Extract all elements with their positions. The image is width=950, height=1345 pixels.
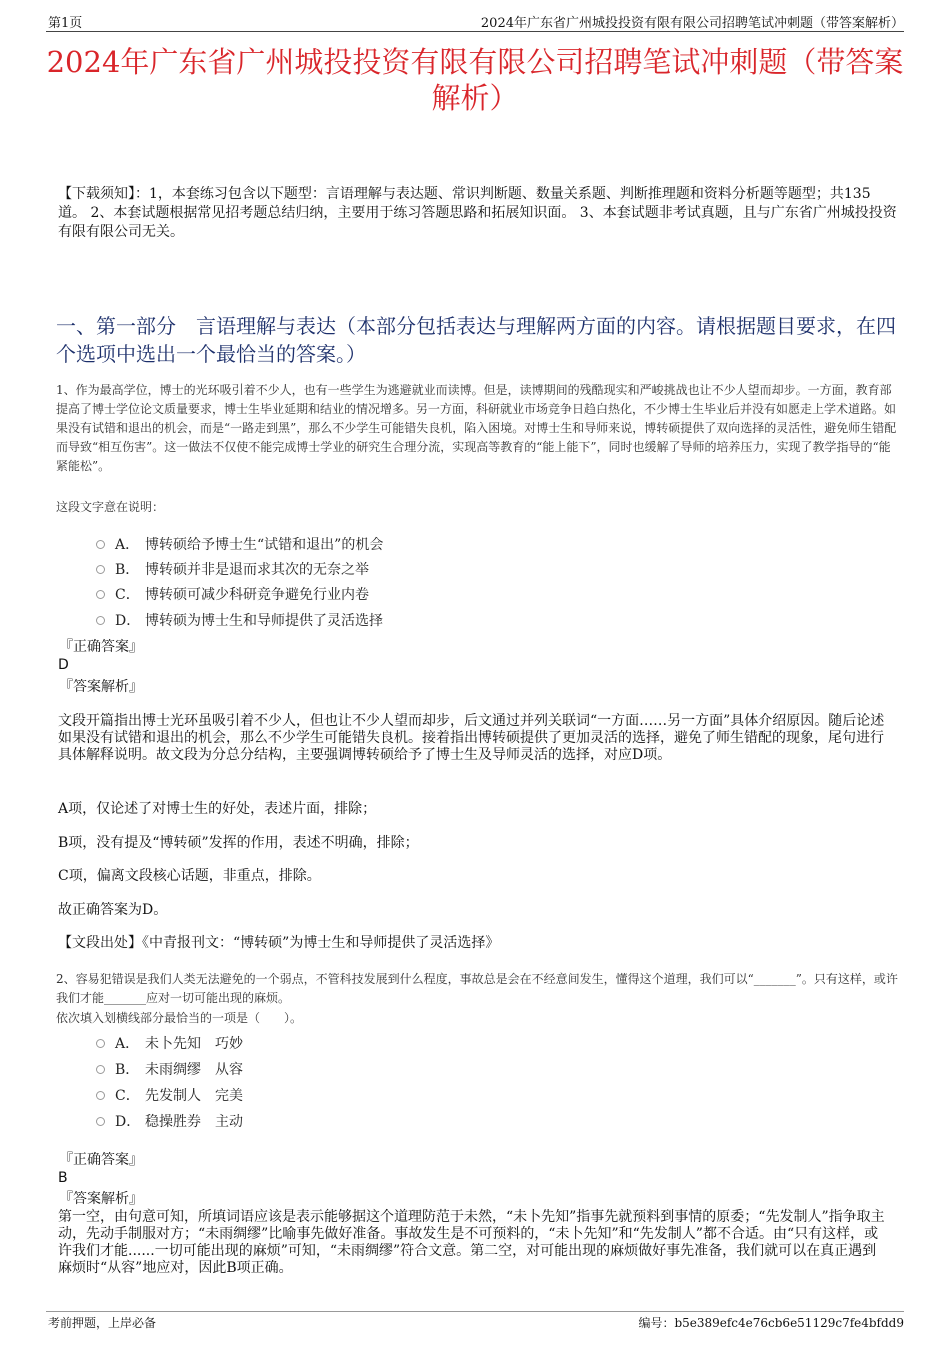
footer-rule xyxy=(46,1311,904,1312)
q1-option-a[interactable]: A． 博转硕给予博士生“试错和退出”的机会 xyxy=(96,534,383,554)
q1-option-b[interactable]: B． 博转硕并非是退而求其次的无奈之举 xyxy=(96,559,369,579)
radio-icon[interactable] xyxy=(96,1039,105,1048)
page-number: 第1页 xyxy=(48,16,83,31)
radio-icon[interactable] xyxy=(96,540,105,549)
footer-slogan: 考前押题，上岸必备 xyxy=(48,1316,157,1330)
q1-answer-label: 『正确答案』 xyxy=(59,639,143,655)
question-2-prompt: 依次填入划横线部分最恰当的一项是（ ）。 xyxy=(56,1011,303,1025)
q1-option-a-note: A项，仅论述了对博士生的好处，表述片面，排除； xyxy=(58,801,377,817)
q2-answer: B xyxy=(58,1170,68,1186)
question-2-stem: 2、容易犯错误是我们人类无法避免的一个弱点，不管科技发展到什么程度，事故总是会在不经意间发生，懂得这个道理，我们可以“_______”。只有这样，或许我们才能_______应对一切可能出现的麻烦。 xyxy=(56,972,898,1005)
q1-option-c-note: C项，偏离文段核心话题，非重点，排除。 xyxy=(58,868,321,884)
q1-analysis: 文段开篇指出博士光环虽吸引着不少人，但也让不少人望而却步，后文通过并列关联词“一方面……另一方面”具体介绍原因。随后论述如果没有试错和退出的机会，那么不少学生可能错失良机。接着指出博转硕提供了更加灵活的选择，避免了师生错配的现象，尾句进行具体解释说明。故文段为分总分结构，主要强调博转硕给予了博士生及导师灵活的选择，对应D项。 xyxy=(58,713,885,763)
header-rule xyxy=(46,31,904,32)
question-1-prompt: 这段文字意在说明： xyxy=(56,500,165,514)
q1-option-c[interactable]: C． 博转硕可减少科研竞争避免行业内卷 xyxy=(96,584,369,604)
radio-icon[interactable] xyxy=(96,1091,105,1100)
radio-icon[interactable] xyxy=(96,590,105,599)
q2-option-d[interactable]: D． 稳操胜券 主动 xyxy=(96,1111,243,1131)
radio-icon[interactable] xyxy=(96,616,105,625)
q1-conclusion: 故正确答案为D。 xyxy=(58,902,168,918)
running-header-title: 2024年广东省广州城投投资有限有限公司招聘笔试冲刺题（带答案解析） xyxy=(480,16,904,31)
question-1-stem: 1、作为最高学位，博士的光环吸引着不少人，也有一些学生为逃避就业而读博。但是，读博期间的残酷现实和严峻挑战也让不少人望而却步。一方面，教育部提高了博士学位论文质量要求，博士生毕业延期和结业的情况增多。另一方面，科研就业市场竞争日趋白热化，不少博士生毕业后并没有如愿走上学术道路。如果没有试错和退出的机会，而是“一路走到黑”，那么不少学生可能错失良机，陷入困境。对博士生和导师来说，博转硕提供了双向选择的灵活性，避免师生错配而导致“相互伤害”。这一做法不仅使不能完成博士学业的研究生合理分流，实现高等教育的“能上能下”，同时也缓解了导师的培养压力，实现了教学指导的“能紧能松”。 xyxy=(56,383,897,473)
q1-source: 【文段出处】《中青报刊文：“博转硕”为博士生和导师提供了灵活选择》 xyxy=(58,935,500,951)
q2-option-a[interactable]: A． 未卜先知 巧妙 xyxy=(96,1033,243,1053)
q1-analysis-label: 『答案解析』 xyxy=(59,679,143,695)
q2-analysis: 第一空，由句意可知，所填词语应该是表示能够据这个道理防范于未然，“未卜先知”指事先就预料到事情的原委；“先发制人”指争取主动，先动手制服对方；“未雨绸缪”比喻事先做好准备。事故发生是不可预料的，“未卜先知”和“先发制人”都不合适。由“只有这样，或许我们才能......一切可能出现的麻烦”可知，“未雨绸缪”符合文意。第二空，对可能出现的麻烦做好事先准备，我们就可以在真正遇到麻烦时“从容”地应对，因此B项正确。 xyxy=(58,1209,885,1276)
q1-answer: D xyxy=(58,657,69,673)
q1-option-d[interactable]: D． 博转硕为博士生和导师提供了灵活选择 xyxy=(96,610,383,630)
document-id: 编号：b5e389efc4e76cb6e51129c7fe4bfdd9 xyxy=(638,1316,904,1330)
q2-answer-label: 『正确答案』 xyxy=(59,1152,143,1168)
document-title: 2024年广东省广州城投投资有限有限公司招聘笔试冲刺题（带答案解析） xyxy=(46,45,904,115)
section-heading: 一、第一部分 言语理解与表达（本部分包括表达与理解两方面的内容。请根据题目要求，在四个选项中选出一个最恰当的答案。） xyxy=(56,314,896,366)
radio-icon[interactable] xyxy=(96,1065,105,1074)
q2-analysis-label: 『答案解析』 xyxy=(59,1191,143,1207)
q2-option-c[interactable]: C． 先发制人 完美 xyxy=(96,1085,243,1105)
download-notice: 【下载须知】：1，本套练习包含以下题型：言语理解与表达题、常识判断题、数量关系题、判断推理题和资料分析题等题型；共135道。 2、本套试题根据常见招考题总结归纳，主要用于练习答题思路和拓展知识面。 3、本套试题非考试真题，且与广东省广州城投投资有限有限公司无关。 xyxy=(58,186,897,240)
radio-icon[interactable] xyxy=(96,1117,105,1126)
q1-option-b-note: B项，没有提及“博转硕”发挥的作用，表述不明确，排除； xyxy=(58,835,419,851)
radio-icon[interactable] xyxy=(96,565,105,574)
q2-option-b[interactable]: B． 未雨绸缪 从容 xyxy=(96,1059,243,1079)
